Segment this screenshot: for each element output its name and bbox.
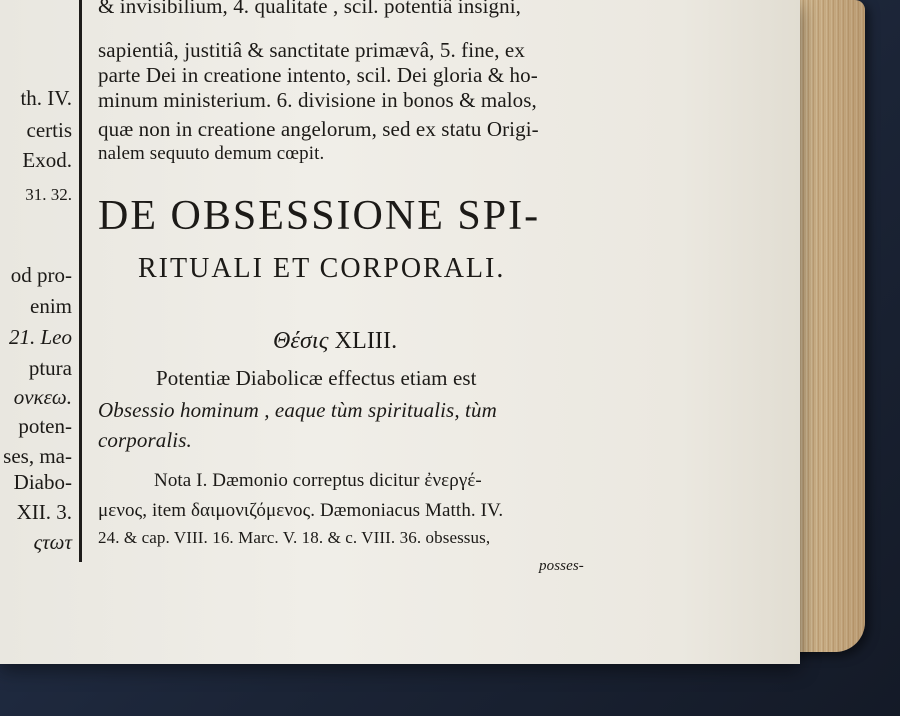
body-line: corporalis. (98, 428, 192, 452)
left-page-margin-column (0, 0, 78, 600)
note-line: μενος, item δαιμονιζόμενος. Dæmoniacus Matth. IV. (98, 500, 504, 521)
left-line: th. IV. (20, 86, 72, 110)
text-line: sapientiâ, justitiâ & sanctitate primævâ, 5. fine, ex (98, 38, 525, 62)
left-line: 31. 32. (25, 185, 72, 204)
left-line: 21. Leo (9, 325, 72, 349)
section-heading-line-1: DE OBSESSIONE SPI- (98, 193, 541, 239)
section-heading-line-2: RITUALI ET CORPORALI. (138, 253, 506, 284)
column-divider-rule (79, 0, 82, 562)
note-line: Nota I. Dæmonio correptus dicitur ἐνεργέ- (154, 470, 482, 491)
left-line: ονκεω. (13, 385, 72, 409)
note-line: 24. & cap. VIII. 16. Marc. V. 18. & c. VIII. 36. obsessus, (98, 528, 491, 547)
left-line: Diabo- (13, 470, 72, 494)
left-line: enim (30, 294, 72, 318)
left-line: ptura (28, 356, 72, 380)
text-line: & invisibilium, 4. qualitate , scil. potentiâ insigni, (98, 0, 522, 18)
left-line: poten- (18, 414, 72, 438)
note-line: posses- (539, 558, 584, 574)
thesis-number: XLIII. (334, 328, 398, 354)
thesis-heading (273, 328, 397, 355)
text-line: minum ministerium. 6. divisione in bonos & malos, (98, 88, 537, 112)
left-line: ςτωτ (33, 530, 72, 554)
body-line: Potentiæ Diabolicæ effectus etiam est (156, 366, 477, 390)
text-line: parte Dei in creatione intento, scil. Dei gloria & ho- (98, 63, 538, 87)
text-line: nalem sequuto demum cœpit. (98, 143, 325, 164)
left-line: XII. 3. (16, 500, 72, 524)
left-line: ses, ma- (3, 444, 72, 468)
left-line: Exod. (22, 148, 72, 172)
left-line: certis (26, 118, 72, 142)
thesis-label: Θέσις (273, 328, 329, 354)
left-line: od pro- (10, 263, 72, 287)
body-line: Obsessio hominum , eaque tùm spiritualis, tùm (98, 398, 497, 422)
text-line: quæ non in creatione angelorum, sed ex statu Origi- (98, 117, 539, 141)
